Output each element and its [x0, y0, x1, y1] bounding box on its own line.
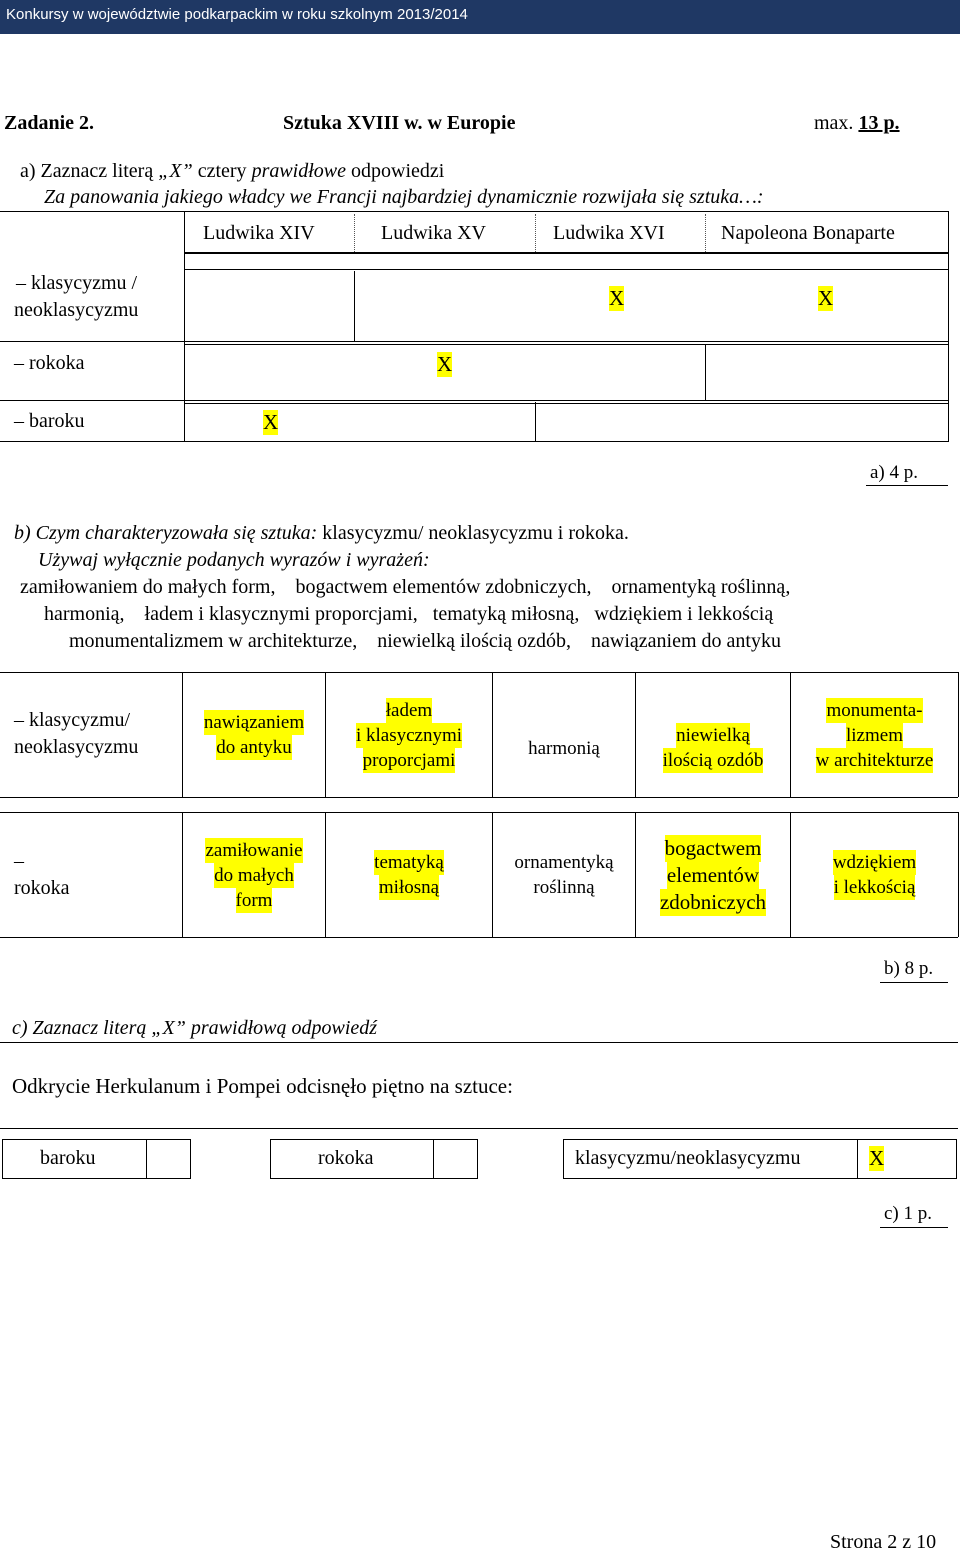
answer-text: elementów [666, 862, 760, 887]
row-b-klasycyzm-label-line1: – klasycyzmu/ [14, 709, 131, 731]
question-italic: b) Czym charakteryzowała się sztuka: [14, 522, 318, 544]
answer-text: tematyką [374, 852, 444, 873]
row-klasycyzm-label-line2: neoklasycyzmu [14, 299, 139, 321]
option-rokoka-label: rokoka [318, 1147, 374, 1169]
answer-text: miłosną [378, 877, 440, 898]
part-c-question: Odkrycie Herkulanum i Pompei odcisnęło piętno na sztuce: [12, 1074, 513, 1098]
answer-cell[interactable] [183, 813, 325, 937]
part-a-question: Za panowania jakiego władcy we Francji najbardziej dynamicznie rozwijała się sztuka…: [44, 186, 764, 208]
word-bank-line1: zamiłowaniem do małych form, bogactwem elementów zdobniczych, ornamentyką roślinną, [20, 576, 791, 598]
row-b-rokoka-label-line1: – [14, 850, 24, 872]
answer-text: monumenta- [826, 699, 923, 721]
task-title: Sztuka XVIII w. w Europie [283, 112, 516, 134]
answer-cell[interactable] [326, 813, 492, 937]
answer-text: ornamentyką [514, 852, 614, 873]
answer-cell[interactable] [183, 673, 325, 797]
answer-text: harmonią [528, 737, 600, 759]
answer-mark[interactable]: X [609, 286, 625, 310]
column-napoleona-bonaparte: Napoleona Bonaparte [721, 222, 895, 244]
part-b-question [14, 522, 629, 545]
answer-cell[interactable] [636, 673, 790, 823]
answer-cell[interactable] [493, 673, 635, 823]
answer-text: bogactwem [664, 835, 762, 860]
answer-cell[interactable] [791, 673, 958, 797]
column-ludwika-xiv: Ludwika XIV [203, 222, 315, 244]
answer-text: i lekkością [833, 877, 916, 898]
part-a-instruction [20, 160, 444, 183]
instruction-text: odpowiedzi [346, 160, 445, 182]
task-label: Zadanie 2. [4, 112, 95, 134]
column-ludwika-xv: Ludwika XV [381, 222, 486, 244]
option-klasycyzm-label: klasycyzmu/neoklasycyzmu [575, 1147, 801, 1169]
answer-text: roślinną [533, 877, 595, 898]
answer-text: i klasycznymi [355, 724, 463, 746]
answer-text: nawiązaniem [203, 712, 305, 733]
answer-text: niewielką [676, 725, 750, 746]
answer-text: do małych [214, 864, 294, 886]
answer-cell[interactable] [493, 813, 635, 937]
part-c-points: c) 1 p. [884, 1203, 933, 1224]
task-max-prefix: max. [814, 112, 854, 134]
part-a-points: a) 4 p. [870, 462, 919, 483]
row-b-klasycyzm-label-line2: neoklasycyzmu [14, 736, 139, 758]
answer-mark[interactable]: X [869, 1146, 885, 1170]
row-klasycyzm-label-line1: – klasycyzmu / [16, 272, 138, 294]
part-c-instruction: c) Zaznacz literą „X” prawidłową odpowiedź [12, 1017, 378, 1039]
answer-cell[interactable] [636, 813, 790, 937]
row-b-rokoka-label-line2: rokoka [14, 877, 70, 899]
answer-text: wdziękiem [832, 852, 917, 873]
answer-cell[interactable] [326, 673, 492, 797]
answer-text: ładem [385, 699, 433, 721]
answer-text: w architekturze [815, 749, 934, 771]
answer-text: zdobniczych [659, 889, 767, 914]
question-rest: klasycyzmu/ neoklasycyzmu i rokoka. [317, 522, 629, 544]
column-ludwika-xvi: Ludwika XVI [553, 222, 665, 244]
option-rokoka[interactable] [270, 1139, 478, 1179]
answer-text: proporcjami [362, 749, 456, 771]
word-bank-line2: harmonią, ładem i klasycznymi proporcjami, tematyką miłosną, wdziękiem i lekkością [44, 603, 774, 625]
part-b-hint: Używaj wyłącznie podanych wyrazów i wyrażeń: [38, 549, 430, 571]
row-baroku-label: – baroku [14, 410, 85, 432]
instruction-italic: prawidłowe [251, 160, 347, 182]
page-number: Strona 2 z 10 [830, 1531, 937, 1553]
answer-text: do antyku [216, 737, 292, 758]
answer-mark[interactable]: X [818, 286, 834, 310]
answer-mark[interactable]: X [263, 410, 279, 434]
answer-text: ilością ozdób [662, 750, 764, 771]
answer-cell[interactable] [791, 813, 958, 937]
row-rokoka-label: – rokoka [14, 352, 85, 374]
part-b-points: b) 8 p. [884, 958, 934, 979]
answer-text: form [235, 889, 273, 911]
instruction-text: cztery [192, 160, 252, 182]
task-max [814, 112, 900, 135]
task-max-points: 13 p. [858, 112, 900, 134]
instruction-x: „X” [158, 160, 193, 182]
option-baroku-label: baroku [40, 1147, 96, 1169]
document-header [0, 0, 960, 34]
instruction-text: a) Zaznacz literą [20, 160, 159, 182]
header-title: Konkursy w województwie podkarpackim w roku szkolnym 2013/2014 [6, 6, 468, 23]
option-baroku[interactable] [2, 1139, 191, 1179]
answer-text: zamiłowanie [205, 839, 303, 861]
answer-text: lizmem [846, 724, 903, 746]
answer-mark[interactable]: X [437, 352, 453, 376]
word-bank-line3: monumentalizmem w architekturze, niewielką ilością ozdób, nawiązaniem do antyku [69, 630, 781, 652]
